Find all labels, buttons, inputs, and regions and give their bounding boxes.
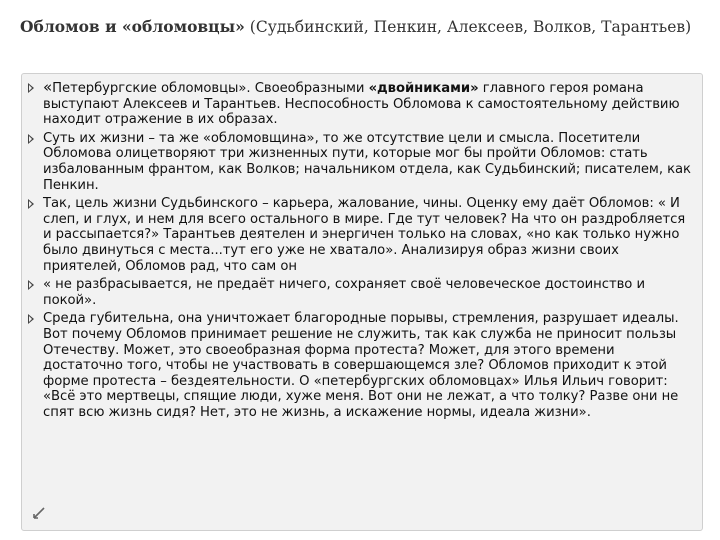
slide-title-rest: (Судьбинский, Пенкин, Алексеев, Волков, Тарантьев) xyxy=(244,18,692,36)
bullet-arrow-icon xyxy=(28,134,34,144)
bullet-list xyxy=(22,80,702,423)
bullet-arrow-icon xyxy=(28,199,34,209)
resize-corner-icon xyxy=(32,506,46,520)
bullet-item: Так, цель жизни Судьбинского – карьера, жалование, чины. Оценку ему даёт Обломов: « И слеп, и глух, и нем для всего остального в мире. Где тут человек? На что он раздробляется и рассыпается?» Тарантьев деятелен и энергичен только на словах, «но как только нужно было двинуться с места...тут его уже не хватало». Анализируя образ жизни своих приятелей, Обломов рад, что сам он xyxy=(22,196,702,274)
content-panel xyxy=(21,73,703,531)
bullet-arrow-icon xyxy=(28,83,34,93)
bullet-arrow-icon xyxy=(28,280,34,290)
bullet-item: Суть их жизни – та же «обломовщина», то же отсутствие цели и смысла. Посетители Обломова олицетворяют три жизненных пути, которые мог бы пройти Обломов: стать избалованным франтом, как Волков; начальником отдела, как Судьбинский; писателем, как Пенкин. xyxy=(22,131,702,193)
slide-title xyxy=(20,16,700,38)
bullet-arrow-icon xyxy=(28,314,34,324)
bullet-item: «Петербургские обломовцы». Своеобразными «двойниками» главного героя романа выступают Алексеев и Тарантьев. Неспособность Обломова к самостоятельному действию находит отражение в их образах. xyxy=(22,80,702,128)
bullet-item: « не разбрасывается, не предаёт ничего, сохраняет своё человеческое достоинство и покой». xyxy=(22,277,702,308)
bullet-item: Среда губительна, она уничтожает благородные порывы, стремления, разрушает идеалы. Вот почему Обломов принимает решение не служить, так как служба не приносит пользы Отечеству. Может, это своеобразная форма протеста? Может, для этого времени достаточно того, чтобы не участвовать в совершающемся зле? Обломов приходит к этой форме протеста – бездеятельности. О «петербургских обломовцах» Илья Ильич говорит: «Всё это мертвецы, спящие люди, хуже меня. Вот они не лежат, а что толку? Разве они не спят всю жизнь сидя? Нет, это не жизнь, а искажение нормы, идеала жизни». xyxy=(22,311,702,420)
slide-title-bold: Обломов и «обломовцы» xyxy=(20,17,245,36)
